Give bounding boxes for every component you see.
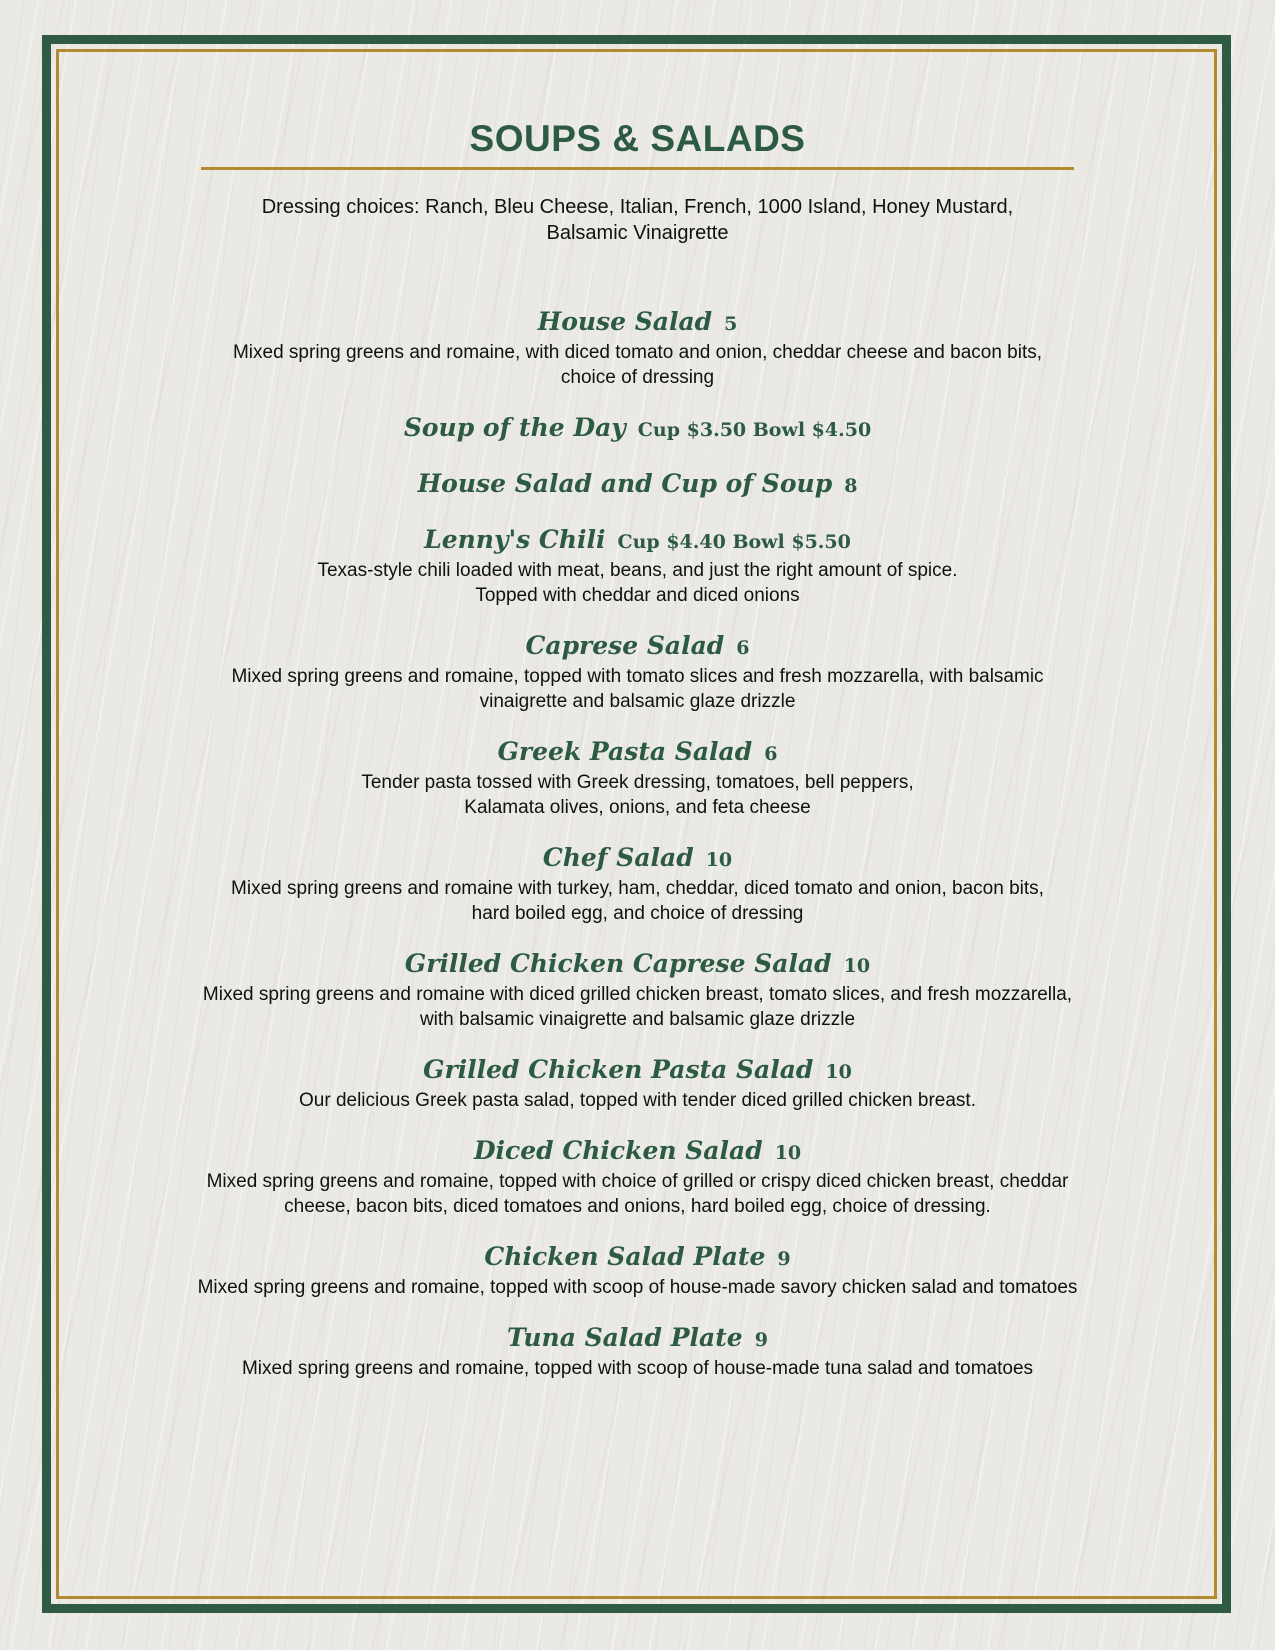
item-name: Soup of the Day	[403, 413, 626, 442]
item-name: House Salad	[537, 307, 713, 336]
item-price: 10	[705, 849, 733, 871]
item-name: Greek Pasta Salad	[497, 737, 753, 766]
page-title: SOUPS & SALADS	[469, 118, 806, 159]
item-heading	[60, 1322, 1215, 1356]
title-divider	[201, 167, 1074, 170]
item-price: 10	[843, 955, 871, 977]
item-description: cheese, bacon bits, diced tomatoes and onions, hard boiled egg, choice of dressing.	[284, 1196, 991, 1217]
item-description: Mixed spring greens and romaine, topped with scoop of house-made tuna salad and tomatoes	[241, 1358, 1034, 1379]
menu-item-chicken-salad-plate	[60, 1241, 1215, 1300]
item-description: Kalamata olives, onions, and feta cheese	[464, 797, 811, 818]
item-price: 8	[844, 475, 858, 497]
item-name: Diced Chicken Salad	[473, 1136, 763, 1165]
item-heading	[60, 1135, 1215, 1169]
item-heading	[60, 842, 1215, 876]
item-price: 9	[777, 1248, 791, 1270]
menu-item-lennys-chili	[60, 524, 1215, 608]
item-heading	[60, 412, 1215, 446]
item-description: Mixed spring greens and romaine, topped with choice of grilled or crispy diced chicken breast, cheddar	[206, 1171, 1069, 1192]
item-description: choice of dressing	[560, 367, 715, 388]
item-price: 6	[736, 637, 750, 659]
menu-item-house-salad-and-soup	[60, 468, 1215, 502]
dressing-line: Balsamic Vinaigrette	[546, 222, 729, 244]
menu-item-tuna-salad-plate	[60, 1322, 1215, 1381]
item-name: Lenny's Chili	[424, 525, 606, 554]
menu-item-grilled-chicken-caprese-salad	[60, 948, 1215, 1032]
item-description: hard boiled egg, and choice of dressing	[471, 903, 804, 924]
item-description: Tender pasta tossed with Greek dressing, tomatoes, bell peppers,	[361, 772, 914, 793]
item-heading	[60, 468, 1215, 502]
item-description: Texas-style chili loaded with meat, beans, and just the right amount of spice.	[317, 560, 958, 581]
item-name: Tuna Salad Plate	[507, 1323, 743, 1352]
item-description: Mixed spring greens and romaine, topped with tomato slices and fresh mozzarella, with balsamic	[231, 666, 1044, 687]
item-heading	[60, 1241, 1215, 1275]
item-name: Grilled Chicken Pasta Salad	[423, 1055, 814, 1084]
item-price: Cup $3.50 Bowl $4.50	[637, 419, 872, 441]
menu-item-soup-of-the-day	[60, 412, 1215, 446]
menu-item-grilled-chicken-pasta-salad	[60, 1054, 1215, 1113]
item-description: vinaigrette and balsamic glaze drizzle	[479, 691, 796, 712]
menu-item-chef-salad	[60, 842, 1215, 926]
menu-item-house-salad	[60, 306, 1215, 390]
item-name: Chef Salad	[542, 843, 694, 872]
item-price: 6	[764, 743, 778, 765]
item-heading	[60, 630, 1215, 664]
item-name: Chicken Salad Plate	[484, 1242, 766, 1271]
menu-item-diced-chicken-salad	[60, 1135, 1215, 1219]
item-price: 10	[825, 1061, 852, 1083]
item-description: Mixed spring greens and romaine with diced grilled chicken breast, tomato slices, and fresh mozzarella,	[202, 984, 1073, 1005]
item-description: Mixed spring greens and romaine, topped with scoop of house-made savory chicken salad and tomatoes	[197, 1277, 1078, 1298]
item-description: Mixed spring greens and romaine with turkey, ham, cheddar, diced tomato and onion, bacon bits,	[231, 878, 1044, 899]
item-heading	[60, 306, 1215, 340]
dressing-choices	[188, 194, 1088, 246]
item-heading	[60, 524, 1215, 558]
item-heading	[60, 736, 1215, 770]
item-name: Caprese Salad	[525, 631, 725, 660]
item-heading	[60, 1054, 1215, 1088]
item-description: Topped with cheddar and diced onions	[475, 585, 800, 606]
item-price: 10	[774, 1142, 802, 1164]
item-name: Grilled Chicken Caprese Salad	[404, 949, 832, 978]
item-description: with balsamic vinaigrette and balsamic glaze drizzle	[419, 1009, 856, 1030]
menu-item-caprese-salad	[60, 630, 1215, 714]
item-heading	[60, 948, 1215, 982]
item-price: Cup $4.40 Bowl $5.50	[617, 531, 851, 553]
menu-page	[60, 49, 1215, 1403]
menu-items	[60, 306, 1215, 1381]
item-price: 5	[724, 313, 738, 335]
item-description: Mixed spring greens and romaine, with diced tomato and onion, cheddar cheese and bacon bits,	[232, 342, 1043, 363]
menu-item-greek-pasta-salad	[60, 736, 1215, 820]
item-description: Our delicious Greek pasta salad, topped with tender diced grilled chicken breast.	[299, 1090, 976, 1111]
dressing-line: Dressing choices: Ranch, Bleu Cheese, Italian, French, 1000 Island, Honey Mustard,	[261, 196, 1014, 218]
item-price: 9	[754, 1329, 768, 1351]
item-name: House Salad and Cup of Soup	[417, 469, 833, 498]
